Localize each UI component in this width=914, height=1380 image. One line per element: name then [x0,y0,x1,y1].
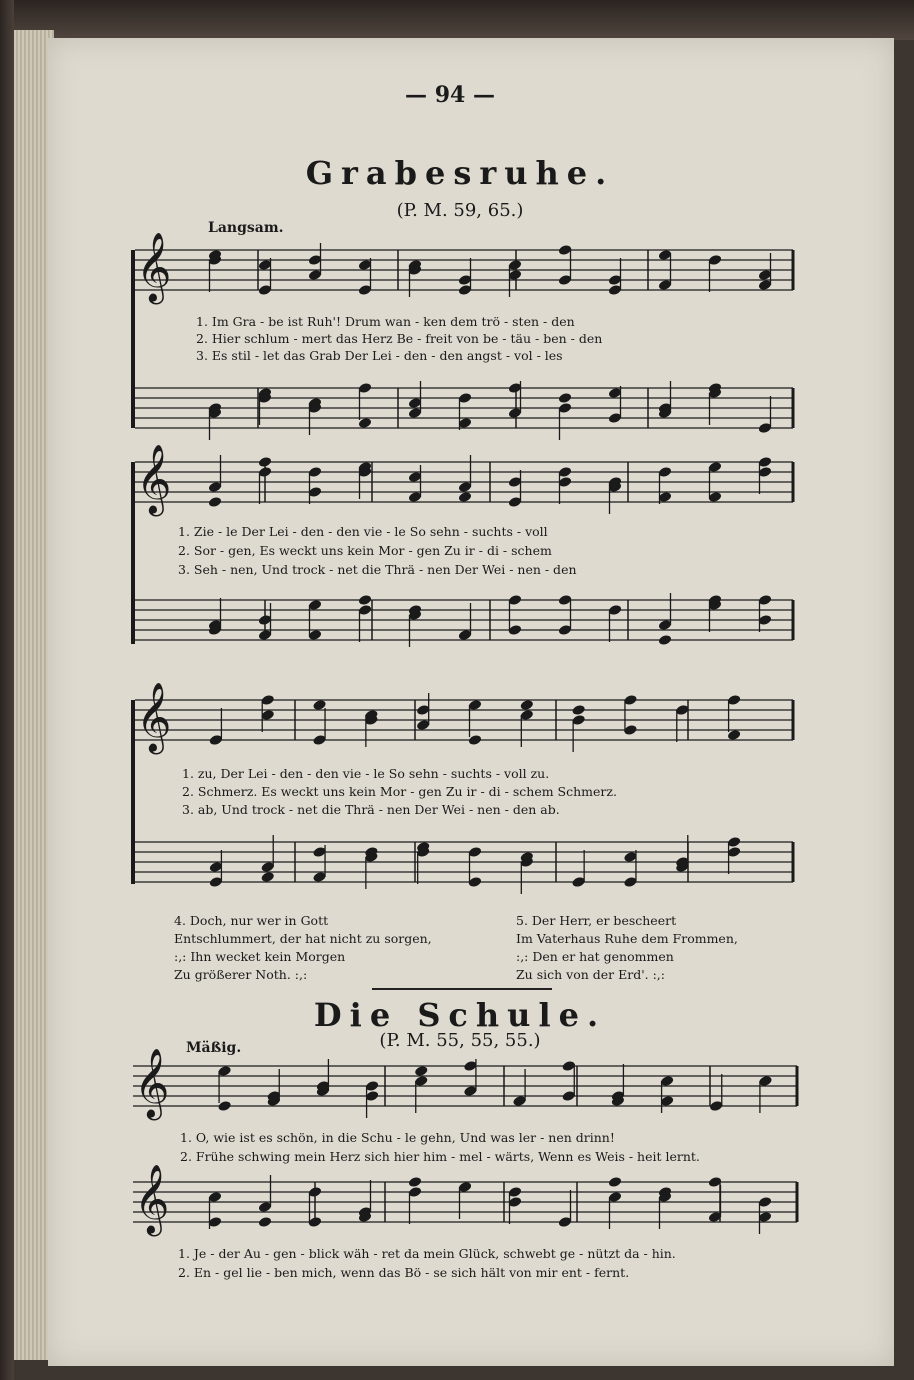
lyric-line: 1. Je - der Au - gen - blick wäh - ret da mein Glück, schwebt ge - nützt da - hin. [178,1246,676,1261]
note-head [608,1176,623,1188]
hymn-meter-1: (P. M. 59, 65.) [396,200,524,221]
section-divider [372,988,552,990]
lyric-line: 3. ab, Und trock - net die Thrä - nen Der Wei - nen - den ab. [182,802,560,817]
note-head [408,1176,423,1188]
lyric-line: 2. Hier schlum - mert das Herz Be - freit von be - täu - ben - den [196,331,603,346]
note-head [358,594,373,606]
verse-5 [516,912,738,984]
note-head [558,392,573,404]
lyric-line: 2. En - gel lie - ben mich, wenn das Bö - se sich hält von mir ent - fernt. [178,1265,630,1280]
note-head [414,1065,429,1077]
note-head [458,491,473,503]
treble-clef-icon: 𝄞 [134,1164,170,1234]
lyric-line: 1. O, wie ist es schön, in die Schu - le gehn, Und was ler - nen drinn! [180,1130,615,1145]
hymn-title-die-schule: Die Schule. [313,996,607,1034]
tempo-marking-2: Mäßig. [186,1040,242,1056]
lyric-line: 3. Es stil - let das Grab Der Lei - den - den angst - vol - les [196,348,563,363]
lyric-line: 1. Zie - le Der Lei - den - den vie - le So sehn - suchts - voll [178,524,548,539]
hymn-title-grabesruhe: Grabesruhe. [305,154,615,192]
verse-line: Zu sich von der Erd'. :,: [516,967,665,982]
lyric-line: 2. Frühe schwing mein Herz sich hier him - mel - wärts, Wenn es Weis - heit lernt. [180,1149,700,1164]
verse-line: Im Vaterhaus Ruhe dem Frommen, [516,931,738,946]
note-head [208,496,223,508]
note-head [520,699,535,711]
treble-clef-icon: 𝄞 [136,682,172,752]
lyric-line: 3. Seh - nen, Und trock - net die Thrä - nen Der Wei - nen - den [178,562,577,577]
note-head [571,704,586,716]
verse-line: Entschlummert, der hat nicht zu sorgen, [174,931,432,946]
treble-clef-icon: 𝄞 [134,1048,170,1118]
treble-clef-icon: 𝄞 [136,232,172,302]
verse-line: Zu größerer Noth. :,: [174,967,308,982]
hymn-meter-2: (P. M. 55, 55, 55.) [379,1030,541,1051]
note-head [258,456,273,468]
lyric-line: 2. Schmerz. Es weckt uns kein Mor - gen Zu ir - di - schem Schmerz. [182,784,617,799]
note-head [658,634,673,646]
lyric-line: 2. Sor - gen, Es weckt uns kein Mor - gen Zu ir - di - schem [178,543,552,558]
tempo-marking-1: Langsam. [208,220,284,236]
treble-clef-icon: 𝄞 [136,444,172,514]
verse-line: :,: Den er hat genommen [516,949,674,964]
lyric-line: 1. zu, Der Lei - den - den vie - le So sehn - suchts - voll zu. [182,766,550,781]
lyric-line: 1. Im Gra - be ist Ruh'! Drum wan - ken dem trö - sten - den [196,314,575,329]
page-number: — 94 — [405,82,495,108]
note-head [260,871,275,883]
verse-line: 4. Doch, nur wer in Gott [174,913,329,928]
note-head [258,1216,273,1228]
verse-line: 5. Der Herr, er bescheert [516,913,677,928]
verse-line: :,: Ihn wecket kein Morgen [174,949,346,964]
verse-4 [174,912,432,984]
